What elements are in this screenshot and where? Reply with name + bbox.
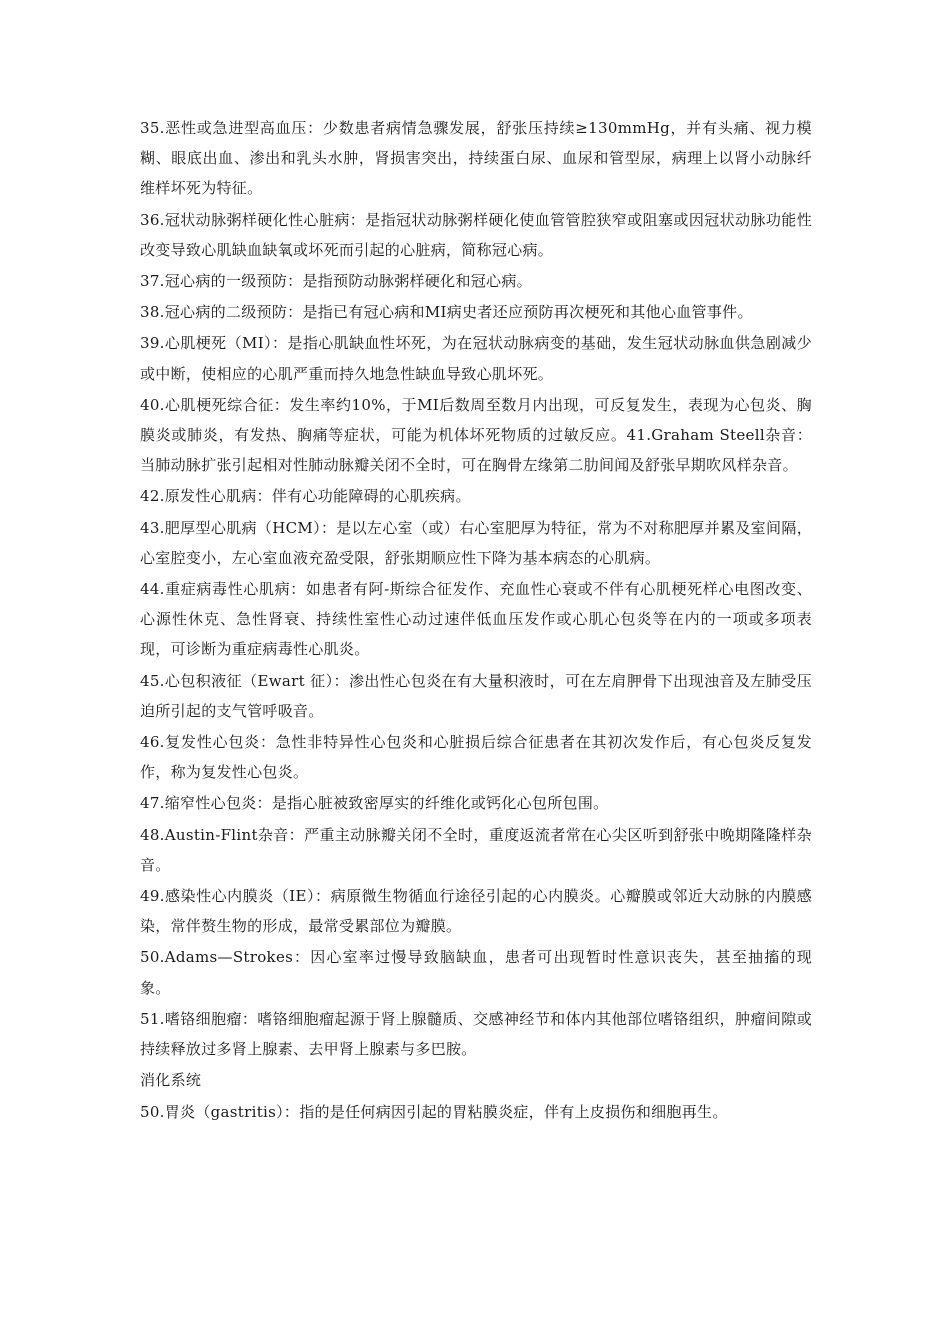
paragraph-45-ewart-sign: 45.心包积液征（Ewart 征）：渗出性心包炎在有大量积液时，可在左肩胛骨下出现浊音及左肺受压迫所引起的支气管呼吸音。 (140, 671, 812, 720)
paragraph-50-gastritis: 50.胃炎（gastritis）：指的是任何病因引起的胃粘膜炎症，伴有上皮损伤和细胞再生。 (140, 1102, 728, 1121)
paragraph-36-coronary-heart-disease: 36.冠状动脉粥样硬化性心脏病：是指冠状动脉粥样硬化使血管管腔狭窄或阻塞或因冠状动脉功能性改变导致心肌缺血缺氧或坏死而引起的心脏病，简称冠心病。 (140, 210, 812, 259)
paragraph-35-malignant-hypertension: 35.恶性或急进型高血压：少数患者病情急骤发展，舒张压持续≥130mmHg，并有头痛、视力模糊、眼底出血、渗出和乳头水肿，肾损害突出，持续蛋白尿、血尿和管型尿，病理上以肾小动脉纤维样坏死为特征。 (140, 119, 812, 198)
paragraph-37-primary-prevention: 37.冠心病的一级预防：是指预防动脉粥样硬化和冠心病。 (140, 272, 532, 291)
paragraph-48-austin-flint: 48.Austin-Flint杂音：严重主动脉瓣关闭不全时，重度返流者常在心尖区听到舒张中晚期隆隆样杂音。 (140, 825, 812, 874)
paragraph-43-hcm: 43.肥厚型心肌病（HCM）：是以左心室（或）右心室肥厚为特征，常为不对称肥厚并累及室间隔，心室腔变小，左心室血液充盈受限，舒张期顺应性下降为基本病态的心肌病。 (140, 518, 812, 567)
paragraph-47-constrictive-pericarditis: 47.缩窄性心包炎：是指心脏被致密厚实的纤维化或钙化心包所包围。 (140, 794, 609, 813)
paragraph-51-pheochromocytoma: 51.嗜铬细胞瘤：嗜铬细胞瘤起源于肾上腺髓质、交感神经节和体内其他部位嗜铬组织，肿瘤间隙或持续释放过多肾上腺素、去甲肾上腺素与多巴胺。 (140, 1009, 812, 1059)
paragraph-39-myocardial-infarction: 39.心肌梗死（MI）：是指心肌缺血性坏死，为在冠状动脉病变的基础，发生冠状动脉血供急剧减少或中断，使相应的心肌严重而持久地急性缺血导致心肌坏死。 (140, 334, 812, 383)
paragraph-49-infective-endocarditis: 49.感染性心内膜炎（IE）：病原微生物循血行途径引起的心内膜炎。心瓣膜或邻近大动脉的内膜感染，常伴赘生物的形成，最常受累部位为瓣膜。 (140, 887, 812, 936)
paragraph-46-recurrent-pericarditis: 46.复发性心包炎：急性非特异性心包炎和心脏损后综合征患者在其初次发作后，有心包炎反复发作，称为复发性心包炎。 (140, 733, 812, 782)
paragraph-38-secondary-prevention: 38.冠心病的二级预防：是指已有冠心病和MI病史者还应预防再次梗死和其他心血管事件。 (140, 303, 753, 322)
section-heading-digestive-system: 消化系统 (140, 1071, 202, 1090)
paragraph-44-severe-viral-myocarditis: 44.重症病毒性心肌病：如患者有阿-斯综合征发作、充血性心衰或不伴有心肌梗死样心电图改变、心源性休克、急性肾衰、持续性室性心动过速伴低血压发作或心肌心包炎等在内的一项或多项表现，可诊断为重症病毒性心肌炎。 (140, 580, 812, 659)
paragraph-42-primary-cardiomyopathy: 42.原发性心肌病：伴有心功能障碍的心肌疾病。 (140, 487, 471, 506)
document-body (140, 113, 812, 1127)
paragraph-40-post-mi-syndrome: 40.心肌梗死综合征：发生率约10%，于MI后数周至数月内出现，可反复发生，表现为心包炎、胸膜炎或肺炎，有发热、胸痛等症状，可能为机体坏死物质的过敏反应。41.Graham Steell杂音：当肺动脉扩张引起相对性肺动脉瓣关闭不全时，可在胸骨左缘第二肋间闻及舒张早期吹风样杂音。 (140, 395, 812, 475)
paragraph-50-adams-stokes: 50.Adams—Strokes：因心室率过慢导致脑缺血，患者可出现暂时性意识丧失，甚至抽搐的现象。 (140, 948, 812, 997)
